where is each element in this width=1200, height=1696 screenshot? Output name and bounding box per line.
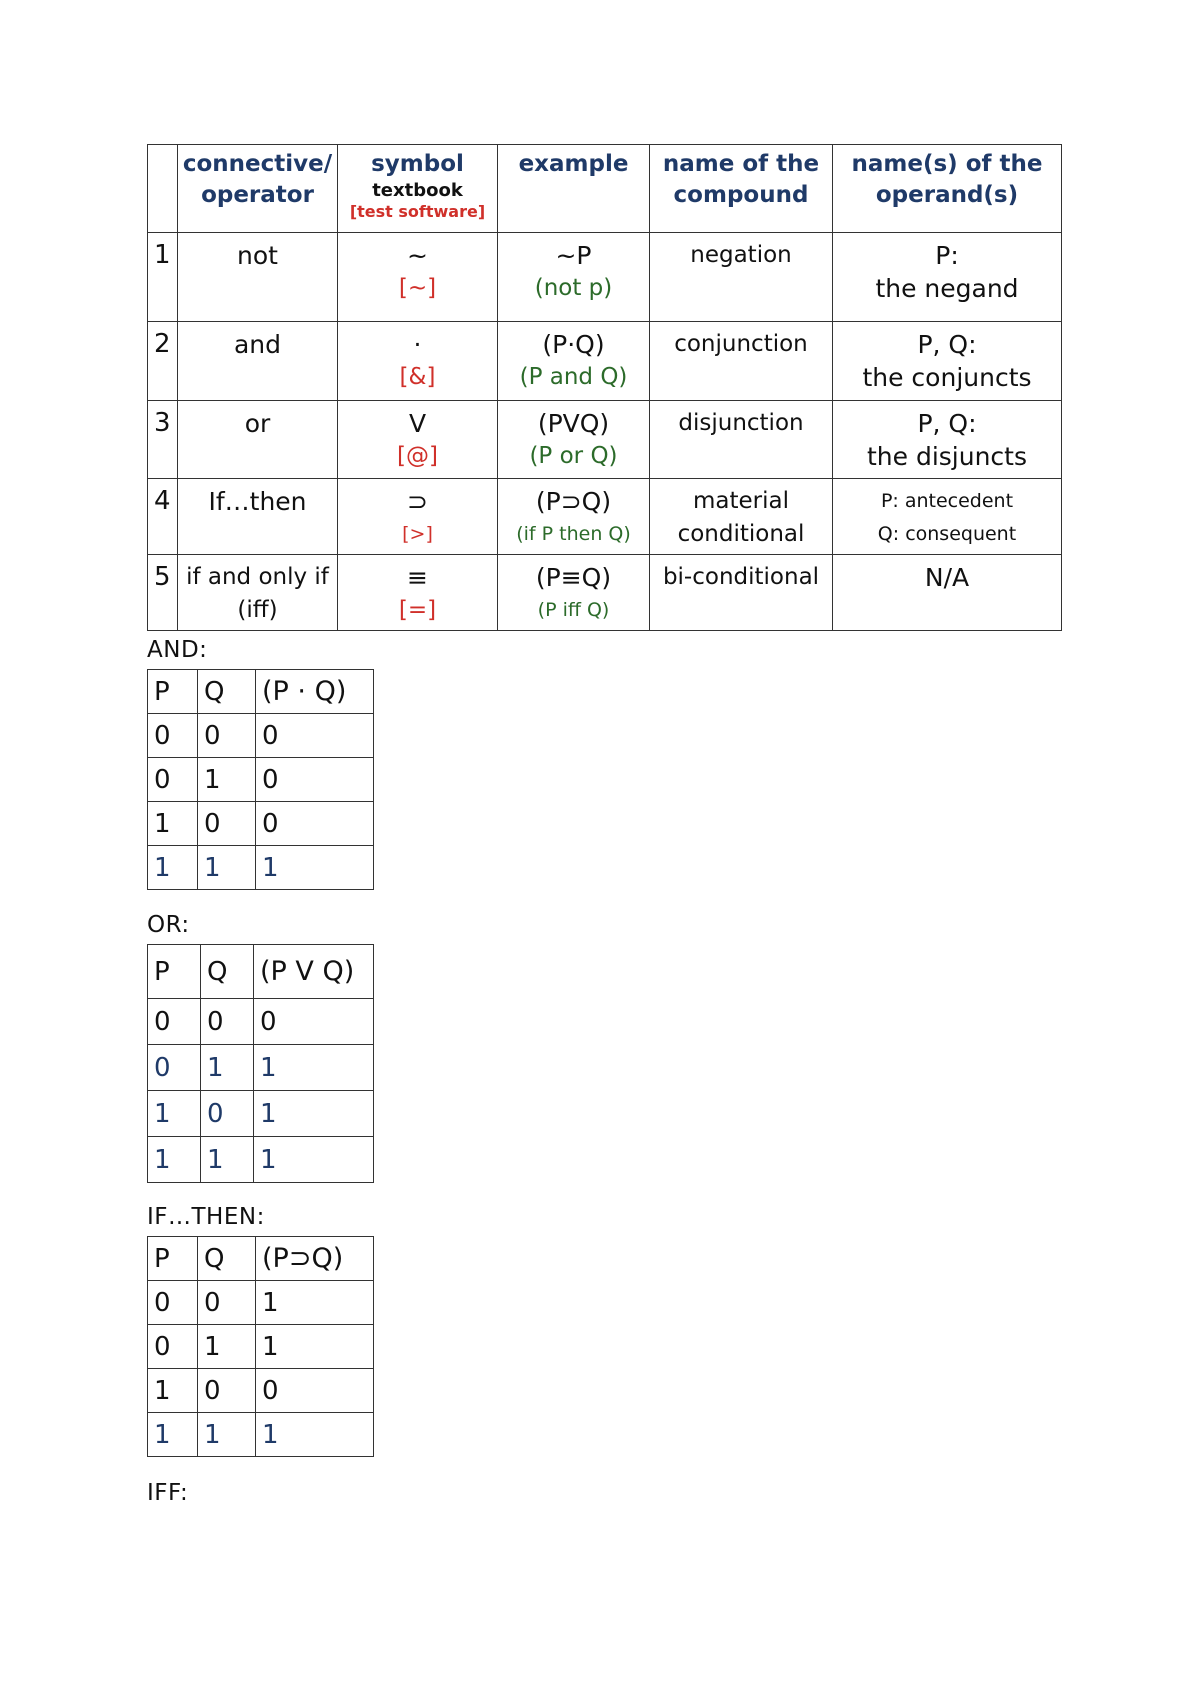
row-number: 3 xyxy=(148,401,178,479)
operand-role: the conjuncts xyxy=(862,363,1032,392)
operand-consequent: Q: consequent xyxy=(877,523,1017,545)
cell-p: 0 xyxy=(148,714,198,758)
operands-cell xyxy=(833,401,1062,479)
example-reading: (if P then Q) xyxy=(516,523,631,545)
operand-role: the negand xyxy=(875,274,1019,303)
cell-result: 1 xyxy=(256,1281,374,1325)
header-result: (P · Q) xyxy=(256,670,374,714)
cell-q: 0 xyxy=(201,1091,254,1137)
cell-result: 1 xyxy=(254,1091,374,1137)
row-number: 2 xyxy=(148,322,178,401)
cell-q: 1 xyxy=(201,1045,254,1091)
textbook-symbol: ⊃ xyxy=(407,487,428,516)
cell-q: 1 xyxy=(198,758,256,802)
example-formula: (P⊃Q) xyxy=(535,487,612,516)
symbol-cell xyxy=(338,555,498,631)
truth-table-header xyxy=(148,1237,374,1281)
symbol-cell xyxy=(338,233,498,322)
table-row xyxy=(148,233,1062,322)
example-cell xyxy=(498,322,650,401)
and-truth-table xyxy=(147,669,374,890)
truth-table-row xyxy=(148,1281,374,1325)
cell-p: 1 xyxy=(148,1091,201,1137)
header-result: (P V Q) xyxy=(254,945,374,999)
compound-cell: conjunction xyxy=(650,322,833,401)
header-row xyxy=(148,145,1062,233)
header-q: Q xyxy=(201,945,254,999)
connective-cell: If…then xyxy=(178,479,338,555)
header-compound: name of the compound xyxy=(650,145,833,233)
symbol-cell xyxy=(338,401,498,479)
header-num xyxy=(148,145,178,233)
operand-role: the disjuncts xyxy=(866,442,1028,471)
connective-cell: and xyxy=(178,322,338,401)
row-number: 1 xyxy=(148,233,178,322)
cell-p: 1 xyxy=(148,1137,201,1183)
if-then-truth-table xyxy=(147,1236,374,1457)
symbol-cell xyxy=(338,322,498,401)
truth-table-row xyxy=(148,999,374,1045)
compound-line-2: conditional xyxy=(677,521,805,547)
connective-cell: or xyxy=(178,401,338,479)
if-then-label: IF…THEN: xyxy=(147,1204,265,1230)
connective-cell: not xyxy=(178,233,338,322)
compound-cell: bi-conditional xyxy=(650,555,833,631)
cell-p: 0 xyxy=(148,1045,201,1091)
example-cell xyxy=(498,401,650,479)
textbook-symbol: ~ xyxy=(407,241,428,270)
truth-table-row xyxy=(148,1091,374,1137)
symbol-cell xyxy=(338,479,498,555)
example-reading: (P iff Q) xyxy=(537,599,610,621)
table-row xyxy=(148,401,1062,479)
software-symbol: [@] xyxy=(397,443,438,469)
example-formula: (P·Q) xyxy=(542,330,605,359)
software-symbol: [>] xyxy=(402,523,433,545)
example-formula: (PVQ) xyxy=(537,409,610,438)
operands-cell xyxy=(833,479,1062,555)
example-cell xyxy=(498,479,650,555)
operands-cell: N/A xyxy=(833,555,1062,631)
compound-cell: negation xyxy=(650,233,833,322)
example-reading: (P or Q) xyxy=(529,443,618,469)
example-reading: (not p) xyxy=(534,275,613,301)
or-label: OR: xyxy=(147,912,190,938)
example-cell xyxy=(498,233,650,322)
header-example: example xyxy=(498,145,650,233)
table-row xyxy=(148,479,1062,555)
truth-table-row xyxy=(148,1137,374,1183)
truth-table-row xyxy=(148,714,374,758)
truth-table-header xyxy=(148,670,374,714)
header-connective: connective/ operator xyxy=(178,145,338,233)
cell-result: 0 xyxy=(254,999,374,1045)
truth-table-row xyxy=(148,1413,374,1457)
cell-p: 0 xyxy=(148,1281,198,1325)
connective-line-1: if and only if xyxy=(186,564,329,590)
cell-result: 1 xyxy=(254,1045,374,1091)
truth-table-row xyxy=(148,802,374,846)
software-symbol: [~] xyxy=(398,275,437,301)
header-operands: name(s) of the operand(s) xyxy=(833,145,1062,233)
header-p: P xyxy=(148,945,201,999)
header-result: (P⊃Q) xyxy=(256,1237,374,1281)
cell-q: 1 xyxy=(201,1137,254,1183)
cell-q: 1 xyxy=(198,1325,256,1369)
row-number: 5 xyxy=(148,555,178,631)
cell-q: 1 xyxy=(198,1413,256,1457)
cell-result: 0 xyxy=(256,1369,374,1413)
cell-p: 1 xyxy=(148,802,198,846)
truth-table-header xyxy=(148,945,374,999)
cell-q: 1 xyxy=(198,846,256,890)
cell-p: 0 xyxy=(148,758,198,802)
cell-q: 0 xyxy=(198,1281,256,1325)
cell-p: 1 xyxy=(148,1413,198,1457)
truth-table-row xyxy=(148,758,374,802)
operand-names: P: xyxy=(935,241,959,270)
cell-q: 0 xyxy=(198,802,256,846)
header-symbol-software: [test software] xyxy=(349,202,486,221)
cell-result: 1 xyxy=(256,1325,374,1369)
operand-names: P, Q: xyxy=(917,330,977,359)
header-symbol: symbol textbook [test software] xyxy=(338,145,498,233)
operands-cell xyxy=(833,233,1062,322)
software-symbol: [&] xyxy=(399,364,436,390)
iff-label: IFF: xyxy=(147,1480,189,1506)
operands-cell xyxy=(833,322,1062,401)
textbook-symbol: V xyxy=(408,409,427,438)
cell-result: 0 xyxy=(256,758,374,802)
cell-p: 0 xyxy=(148,999,201,1045)
cell-q: 0 xyxy=(198,714,256,758)
example-reading: (P and Q) xyxy=(519,364,628,390)
example-cell xyxy=(498,555,650,631)
truth-table-row xyxy=(148,1369,374,1413)
header-q: Q xyxy=(198,1237,256,1281)
header-p: P xyxy=(148,1237,198,1281)
or-truth-table xyxy=(147,944,374,1183)
cell-result: 0 xyxy=(256,802,374,846)
operand-antecedent: P: antecedent xyxy=(880,490,1014,512)
row-number: 4 xyxy=(148,479,178,555)
connective-cell xyxy=(178,555,338,631)
cell-result: 0 xyxy=(256,714,374,758)
cell-p: 1 xyxy=(148,1369,198,1413)
textbook-symbol: ≡ xyxy=(407,563,428,592)
table-row xyxy=(148,322,1062,401)
header-q: Q xyxy=(198,670,256,714)
compound-line-1: material xyxy=(693,488,789,514)
truth-table-row xyxy=(148,1325,374,1369)
truth-table-row xyxy=(148,1045,374,1091)
software-symbol: [=] xyxy=(398,597,437,623)
cell-p: 0 xyxy=(148,1325,198,1369)
example-formula: (P≡Q) xyxy=(535,563,612,592)
cell-result: 1 xyxy=(256,846,374,890)
operand-names: P, Q: xyxy=(917,409,977,438)
header-p: P xyxy=(148,670,198,714)
cell-q: 0 xyxy=(198,1369,256,1413)
cell-result: 1 xyxy=(254,1137,374,1183)
header-symbol-textbook: textbook xyxy=(372,180,463,201)
cell-p: 1 xyxy=(148,846,198,890)
textbook-symbol: · xyxy=(413,330,422,359)
cell-q: 0 xyxy=(201,999,254,1045)
compound-cell: disjunction xyxy=(650,401,833,479)
cell-result: 1 xyxy=(256,1413,374,1457)
and-label: AND: xyxy=(147,637,208,663)
example-formula: ~P xyxy=(555,241,592,270)
truth-table-row xyxy=(148,846,374,890)
connectives-table xyxy=(147,144,1062,631)
connective-line-2: (iff) xyxy=(237,597,278,623)
table-row xyxy=(148,555,1062,631)
compound-cell xyxy=(650,479,833,555)
